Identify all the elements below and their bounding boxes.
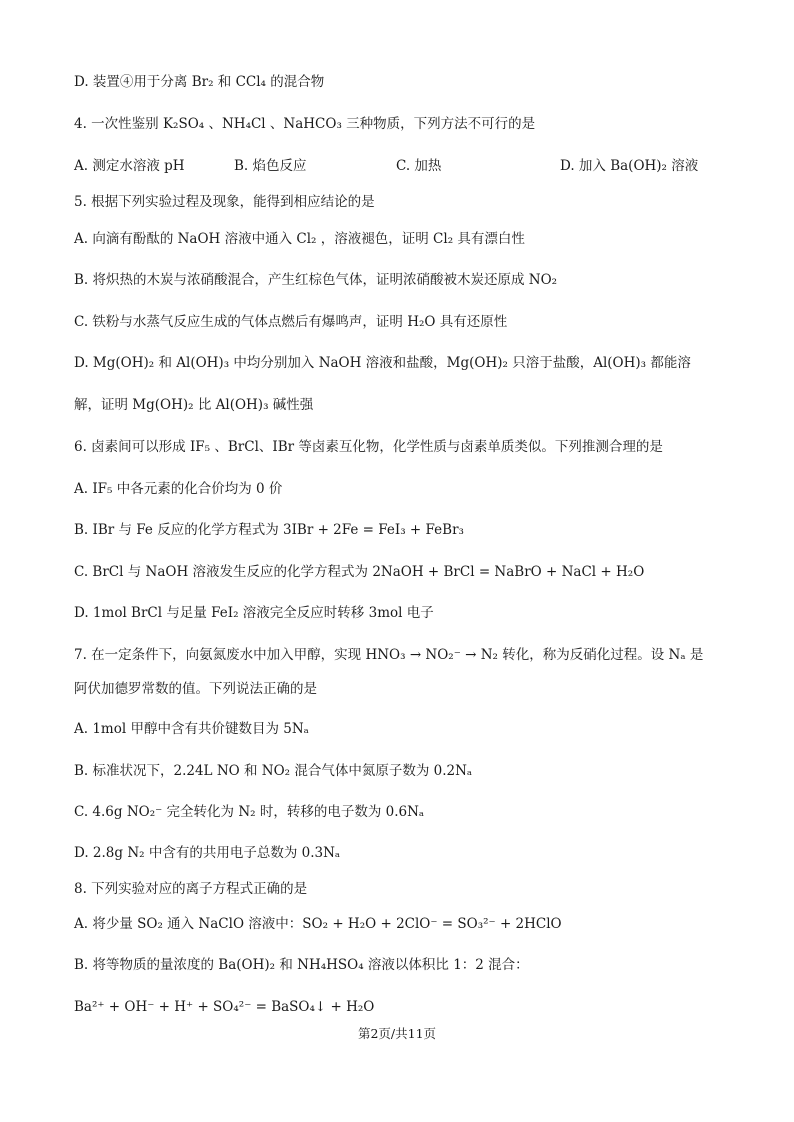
q7-option-b: B. 标准状况下，2.24L NO 和 NO₂ 混合气体中氮原子数为 0.2Nₐ: [74, 763, 473, 779]
q5-stem: 5. 根据下列实验过程及现象，能得到相应结论的是: [74, 194, 375, 210]
q4-option-c: C. 加热: [396, 158, 442, 174]
q6-option-a: A. IF₅ 中各元素的化合价均为 0 价: [74, 481, 283, 497]
q3-option-d: D. 装置④用于分离 Br₂ 和 CCl₄ 的混合物: [74, 74, 325, 90]
q5-option-c: C. 铁粉与水蒸气反应生成的气体点燃后有爆鸣声，证明 H₂O 具有还原性: [74, 314, 508, 330]
q7-option-d: D. 2.8g N₂ 中含有的共用电子总数为 0.3Nₐ: [74, 845, 341, 861]
q6-option-b: B. IBr 与 Fe 反应的化学方程式为 3IBr + 2Fe = FeI₃ + FeBr₃: [74, 522, 464, 538]
q5-option-b: B. 将炽热的木炭与浓硝酸混合，产生红棕色气体，证明浓硝酸被木炭还原成 NO₂: [74, 272, 558, 288]
q7-option-a: A. 1mol 甲醇中含有共价键数目为 5Nₐ: [74, 721, 309, 737]
q6-stem: 6. 卤素间可以形成 IF₅ 、BrCl、IBr 等卤素互化物，化学性质与卤素单质类似。下列推测合理的是: [74, 439, 663, 455]
q6-option-c: C. BrCl 与 NaOH 溶液发生反应的化学方程式为 2NaOH + BrCl = NaBrO + NaCl + H₂O: [74, 564, 645, 580]
q6-option-d: D. 1mol BrCl 与足量 FeI₂ 溶液完全反应时转移 3mol 电子: [74, 605, 434, 621]
q8-option-b: B. 将等物质的量浓度的 Ba(OH)₂ 和 NH₄HSO₄ 溶液以体积比 1：2 混合：: [74, 957, 529, 973]
q5-option-d: D. Mg(OH)₂ 和 Al(OH)₃ 中均分别加入 NaOH 溶液和盐酸，Mg(OH)₂ 只溶于盐酸，Al(OH)₃ 都能溶: [74, 355, 691, 371]
q5-option-d-cont: 解，证明 Mg(OH)₂ 比 Al(OH)₃ 碱性强: [74, 397, 314, 413]
q4-option-b: B. 焰色反应: [234, 158, 307, 174]
q7-option-c: C. 4.6g NO₂⁻ 完全转化为 N₂ 时，转移的电子数为 0.6Nₐ: [74, 804, 425, 820]
q7-stem: 7. 在一定条件下，向氨氮废水中加入甲醇，实现 HNO₃ → NO₂⁻ → N₂ 转化，称为反硝化过程。设 Nₐ 是: [74, 647, 704, 663]
q4-stem: 4. 一次性鉴别 K₂SO₄ 、NH₄Cl 、NaHCO₃ 三种物质，下列方法不可行的是: [74, 116, 536, 132]
q4-option-d: D. 加入 Ba(OH)₂ 溶液: [560, 158, 699, 174]
q4-options: [74, 156, 734, 176]
q5-option-a: A. 向滴有酚酞的 NaOH 溶液中通入 Cl₂ ，溶液褪色，证明 Cl₂ 具有漂白性: [74, 231, 525, 247]
q7-stem-cont: 阿伏加德罗常数的值。下列说法正确的是: [74, 681, 317, 697]
q8-stem: 8. 下列实验对应的离子方程式正确的是: [74, 881, 308, 897]
q4-option-a: A. 测定水溶液 pH: [74, 158, 185, 174]
q8-option-b-equation: Ba²⁺ + OH⁻ + H⁺ + SO₄²⁻ = BaSO₄↓ + H₂O: [74, 999, 375, 1015]
q8-option-a: A. 将少量 SO₂ 通入 NaClO 溶液中：SO₂ + H₂O + 2ClO⁻ = SO₃²⁻ + 2HClO: [74, 916, 562, 932]
page-footer: 第2页/共11页: [357, 1026, 437, 1041]
